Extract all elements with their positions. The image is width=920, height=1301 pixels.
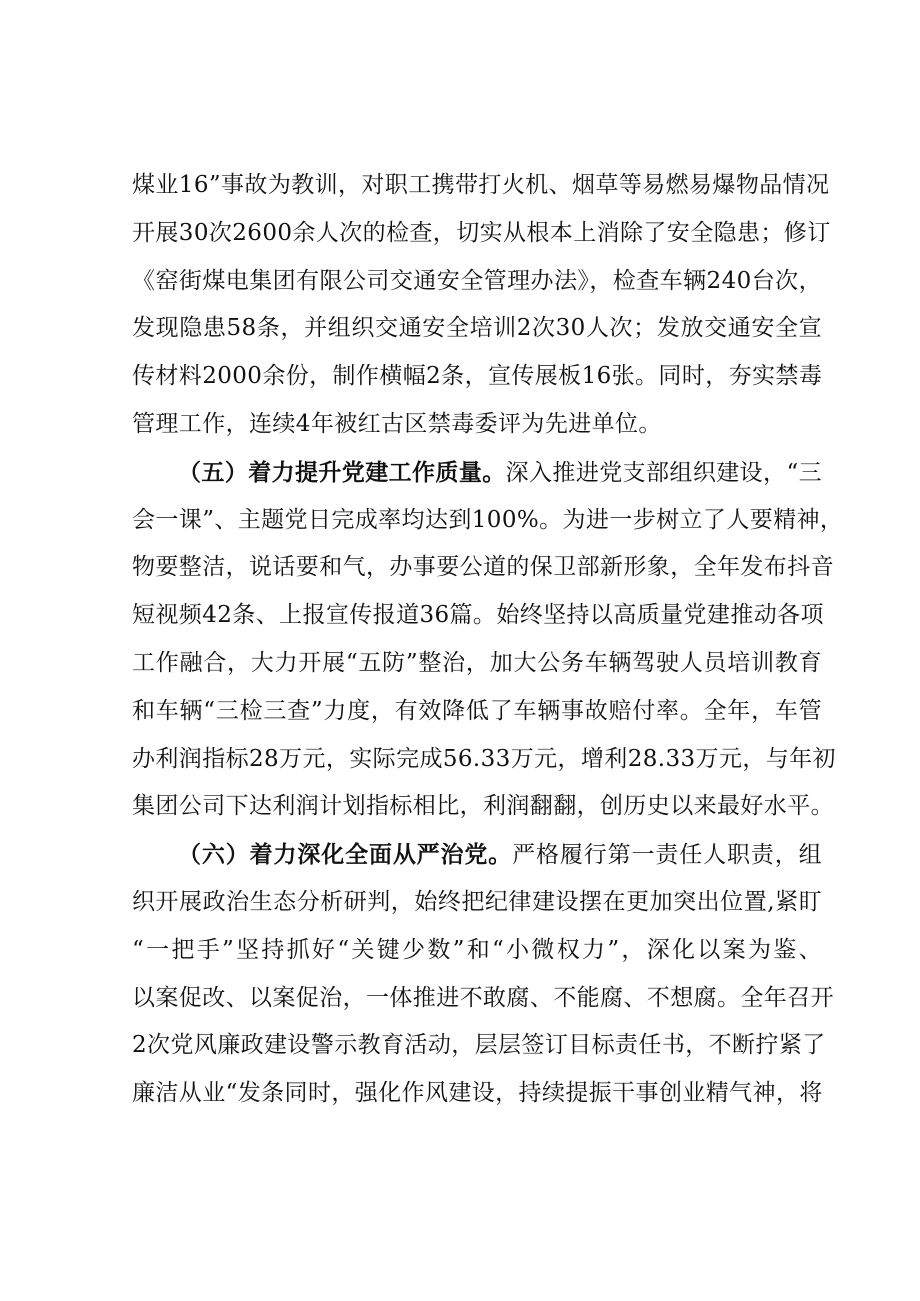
paragraph-2-line-1 xyxy=(132,449,822,497)
paragraph-2-line-7: 办利润指标28万元，实际完成56.33万元，增利28.33万元，与年初 xyxy=(132,745,836,772)
document-body xyxy=(132,162,844,1118)
paragraph-3-line-6: 廉洁从业“发条同时，强化作风建设，持续提振干事创业精气神，将 xyxy=(132,1080,823,1107)
paragraph-3-first-line-rest: 严格履行第一责任人职责，组 xyxy=(512,842,822,869)
paragraph-2-line-5: 工作融合，大力开展“五防”整治，加大公务车辆驾驶人员培训教育 xyxy=(132,649,822,676)
paragraph-2-line-4: 短视频42条、上报宣传报道36篇。始终坚持以高质量党建推动各项 xyxy=(132,602,824,629)
paragraph-1-line-4: 发现隐患58条，并组织交通安全培训2次30人次；发放交通安全宣 xyxy=(132,315,822,342)
section-heading-5: （五）着力提升党建工作质量。 xyxy=(178,458,506,486)
paragraph-1-line-1: 煤业16”事故为教训，对职工携带打火机、烟草等易燃易爆物品情况 xyxy=(132,172,830,198)
paragraph-3-line-1 xyxy=(132,831,822,879)
paragraph-3-line-5: 2次党风廉政建设警示教育活动，层层签订目标责任书，不断拧紧了 xyxy=(132,1032,826,1059)
paragraph-2-line-3: 物要整洁，说话要和气，办事要公道的保卫部新形象，全年发布抖音 xyxy=(132,554,834,581)
section-heading-6: （六）着力深化全面从严治党。 xyxy=(178,841,513,869)
paragraph-3-line-2: 织开展政治生态分析研判，始终把纪律建设摆在更加突出位置,紧盯 xyxy=(132,888,822,915)
paragraph-3-line-4: 以案促改、以案促治，一体推进不敢腐、不能腐、不想腐。全年召开 xyxy=(132,984,834,1011)
paragraph-1-line-3: 《窑街煤电集团有限公司交通安全管理办法》，检查车辆240台次， xyxy=(132,267,822,294)
paragraph-1-line-5: 传材料2000余份，制作横幅2条，宣传展板16张。同时，夯实禁毒 xyxy=(132,363,823,390)
paragraph-2-line-6: 和车辆“三检三查”力度，有效降低了车辆事故赔付率。全年，车管 xyxy=(132,697,822,724)
paragraph-3-line-3: “一把手”坚持抓好“关键少数”和“小微权力”，深化以案为鉴、 xyxy=(132,936,822,963)
paragraph-2-first-line-rest: 深入推进党支部组织建设，“三 xyxy=(505,459,822,486)
paragraph-2-line-2: 会一课”、主题党日完成率均达到100%。为进一步树立了人要精神， xyxy=(132,506,844,533)
paragraph-2-line-8: 集团公司下达利润计划指标相比，利润翻翻，创历史以来最好水平。 xyxy=(132,793,834,820)
paragraph-1-line-6: 管理工作，连续4年被红古区禁毒委评为先进单位。 xyxy=(132,410,662,437)
paragraph-1-line-2: 开展30次2600余人次的检查，切实从根本上消除了安全隐患；修订 xyxy=(132,219,831,246)
